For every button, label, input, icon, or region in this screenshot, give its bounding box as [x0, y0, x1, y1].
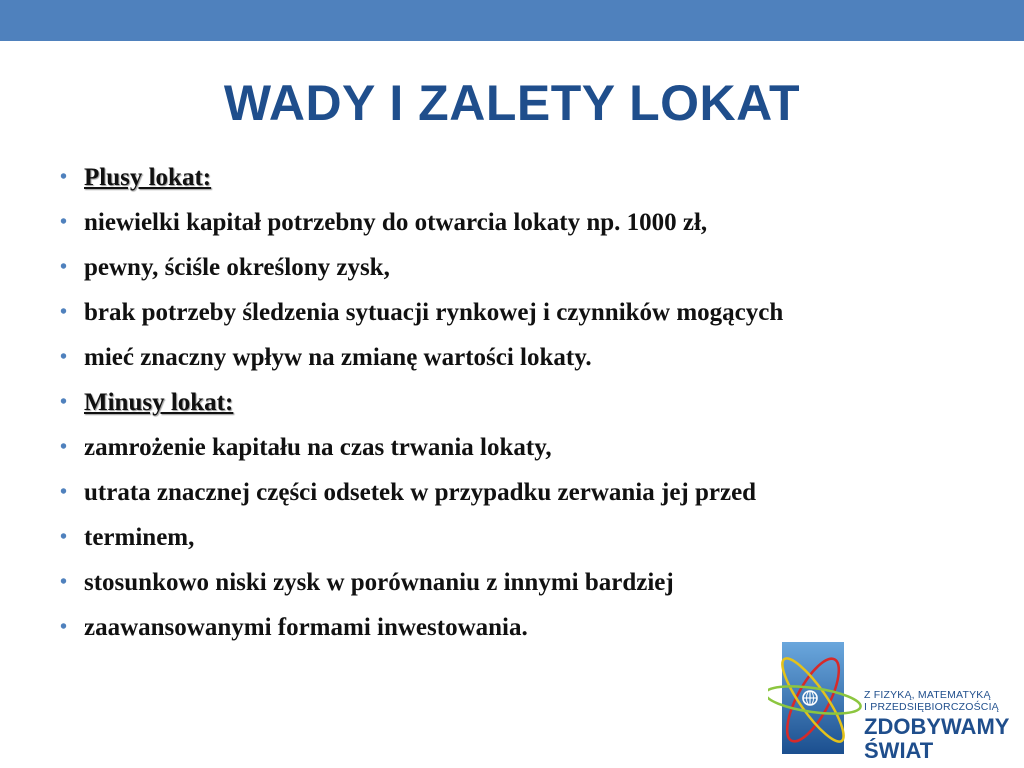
bullet-dot-icon: • [60, 526, 68, 548]
bullet-item-text: terminem, [84, 524, 195, 551]
bullet-dot-icon: • [60, 616, 68, 638]
bullet-dot-icon: • [60, 571, 68, 593]
project-logo [768, 622, 1024, 768]
logo-line-3: ZDOBYWAMY [864, 714, 1010, 739]
bullet-item-text: zamrożenie kapitału na czas trwania lokaty, [84, 434, 552, 461]
bullet-item-text: pewny, ściśle określony zysk, [84, 254, 390, 281]
bullet-item [60, 515, 1010, 560]
bullet-dot-icon: • [60, 391, 68, 413]
bullet-dot-icon: • [60, 211, 68, 233]
bullet-heading [60, 380, 1010, 425]
bullet-list [60, 155, 1010, 650]
bullet-item [60, 425, 1010, 470]
bullet-item-text: utrata znacznej części odsetek w przypadku zerwania jej przed [84, 479, 757, 506]
bullet-dot-icon: • [60, 346, 68, 368]
bullet-item-text: niewielki kapitał potrzebny do otwarcia lokaty np. 1000 zł, [84, 209, 708, 236]
bullet-heading-text: Minusy lokat: [84, 389, 234, 416]
bullet-item-text: stosunkowo niski zysk w porównaniu z innymi bardziej [84, 569, 674, 596]
bullet-item [60, 560, 1010, 605]
bullet-item [60, 290, 1010, 335]
bullet-item-text: brak potrzeby śledzenia sytuacji rynkowej i czynników mogących [84, 299, 784, 326]
bullet-dot-icon: • [60, 256, 68, 278]
bullet-dot-icon: • [60, 166, 68, 188]
bullet-item [60, 200, 1010, 245]
bullet-item [60, 245, 1010, 290]
bullet-item [60, 335, 1010, 380]
bullet-dot-icon: • [60, 436, 68, 458]
bullet-item-text: zaawansowanymi formami inwestowania. [84, 614, 528, 641]
top-accent-bar [0, 0, 1024, 41]
slide-title: WADY I ZALETY LOKAT [223, 75, 801, 131]
bullet-dot-icon: • [60, 301, 68, 323]
bullet-item [60, 470, 1010, 515]
logo-line-4: ŚWIAT [864, 738, 934, 763]
bullet-heading-text: Plusy lokat: [84, 164, 212, 191]
bullet-dot-icon: • [60, 481, 68, 503]
logo-line-1: Z FIZYKĄ, MATEMATYKĄ [864, 689, 991, 701]
bullet-heading [60, 155, 1010, 200]
logo-line-2: I PRZEDSIĘBIORCZOŚCIĄ [864, 701, 999, 713]
bullet-item-text: mieć znaczny wpływ na zmianę wartości lokaty. [84, 344, 592, 371]
